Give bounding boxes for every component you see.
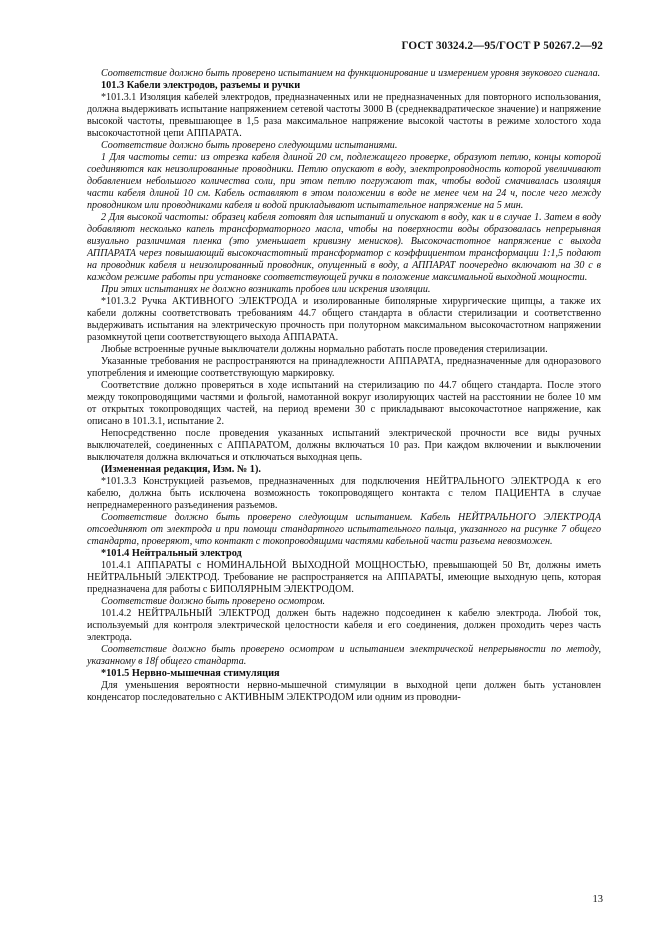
paragraph: *101.3.2 Ручка АКТИВНОГО ЭЛЕКТРОДА и изолированные биполярные хирургические щипцы, а также их кабели должны соответствовать требованиям 44.7 общего стандарта в области стерилизации и соответственно выдерживать испытания на электрическую прочность при полуторном максимальном высокочастотном напряжении разомкнутой цепи соответствующего выхода АППАРАТА. [87, 296, 601, 343]
paragraph: 2 Для высокой частоты: образец кабеля готовят для испытаний и опускают в воду, как и в случае 1. Затем в воду добавляют несколько капель трансформаторного масла, чтобы на поверхности воды образовалась непрерывная визуально различимая пленка (это уменьшает кривизну менисков). Высокочастотное напряжение с выхода АППАРАТА через повышающий высокочастотный трансформатор с коэффициентом трансформации 1:1,5 подают на проводник кабеля и неизолированный проводник, опущенный в воду, а АППАРАТ поочередно включают на 30 с в каждом режиме работы при установке соответствующей ручки в положение максимальной выходной мощности. [87, 212, 601, 283]
section-heading: *101.5 Нервно-мышечная стимуляция [101, 668, 280, 679]
paragraph: При этих испытаниях не должно возникать пробоев или искрения изоляции. [101, 284, 431, 295]
paragraph: 1 Для частоты сети: из отрезка кабеля длиной 20 см, подлежащего проверке, образуют петлю, концы которой соединяются как неизолированные проводники. Петлю опускают в воду, электропроводность которой увеличивают добавлением небольшого количества соли, при этом петлю погружают так, чтобы водой смачивалась изоляция части кабеля длиной 10 см. Кабель оставляют в этом положении в воде не менее чем на 24 ч, после чего между проводником или проводниками кабеля и водой прикладывают испытательное напряжение на 5 мин. [87, 152, 601, 211]
paragraph: *101.3.3 Конструкцией разъемов, предназначенных для подключения НЕЙТРАЛЬНОГО ЭЛЕКТРОДА к его кабелю, должна быть исключена возможность токопроводящего контакта с телом ПАЦИЕНТА в случае непреднамеренного разъединения разъемов. [87, 476, 601, 511]
paragraph: 101.4.2 НЕЙТРАЛЬНЫЙ ЭЛЕКТРОД должен быть надежно подсоединен к кабелю электрода. Любой ток, используемый для контроля электрической целостности кабеля и его соединения, должен проходить через часть электрода. [87, 608, 601, 643]
paragraph: Соответствие должно быть проверено осмотром. [101, 596, 326, 607]
paragraph: Непосредственно после проведения указанных испытаний электрической прочности все виды ручных выключателей, соединенных с АППАРАТОМ, должны включаться 10 раз. При каждом включении и выключении выключателя должна включаться и отключаться выходная цепь. [87, 428, 601, 463]
page-header-standard: ГОСТ 30324.2—95/ГОСТ Р 50267.2—92 [401, 40, 603, 52]
document-body [87, 68, 601, 704]
paragraph: Любые встроенные ручные выключатели должны нормально работать после проведения стерилизации. [101, 344, 548, 355]
paragraph: *101.3.1 Изоляция кабелей электродов, предназначенных или не предназначенных для повторного использования, должна выдерживать испытание напряжением сетевой частоты 3000 В (среднеквадратическое значение) и напряжение высокой частоты, превышающее в 1,5 раза максимальное напряжение высокой частоты в режиме холостого хода высокочастотной цепи АППАРАТА. [87, 92, 601, 139]
amendment-note: (Измененная редакция, Изм. № 1). [101, 464, 261, 475]
paragraph: Соответствие должно быть проверено следующими испытаниями. [101, 140, 398, 151]
paragraph: Соответствие должно проверяться в ходе испытаний на стерилизацию по 44.7 общего стандарта. После этого между токопроводящими частями и фольгой, намотанной вокруг изолирующих частей на расстоянии не более 10 мм от открытых токопроводящих частей, на период времени 30 с прикладывают высокочастотное напряжение, как описано в 101.3.1, испытание 2. [87, 380, 601, 427]
paragraph: Соответствие должно быть проверено испытанием на функционирование и измерением уровня звукового сигнала. [101, 68, 601, 79]
paragraph: Соответствие должно быть проверено осмотром и испытанием электрической непрерывности по методу, указанному в 18f общего стандарта. [87, 644, 601, 667]
paragraph: Для уменьшения вероятности нервно-мышечной стимуляции в выходной цепи должен быть установлен конденсатор последовательно с АКТИВНЫМ ЭЛЕКТРОДОМ или одним из проводни- [87, 680, 601, 703]
section-heading: *101.4 Нейтральный электрод [101, 548, 242, 559]
section-heading: 101.3 Кабели электродов, разъемы и ручки [101, 80, 301, 91]
paragraph: 101.4.1 АППАРАТЫ с НОМИНАЛЬНОЙ ВЫХОДНОЙ МОЩНОСТЬЮ, превышающей 50 Вт, должны иметь НЕЙТРАЛЬНЫЙ ЭЛЕКТРОД. Требование не распространяется на АППАРАТЫ, имеющие выходную цепь, которая предназначена для работы с БИПОЛЯРНЫМ ЭЛЕКТРОДОМ. [87, 560, 601, 595]
paragraph: Указанные требования не распространяются на принадлежности АППАРАТА, предназначенные для одноразового употребления и имеющие соответствующую маркировку. [87, 356, 601, 379]
page-number: 13 [592, 894, 603, 905]
paragraph: Соответствие должно быть проверено следующим испытанием. Кабель НЕЙТРАЛЬНОГО ЭЛЕКТРОДА отсоединяют от электрода и при помощи стандартного испытательного пальца, указанного на рисунке 7 общего стандарта, проверяют, что контакт с токопроводящими частями кабельной части разъема невозможен. [87, 512, 601, 547]
